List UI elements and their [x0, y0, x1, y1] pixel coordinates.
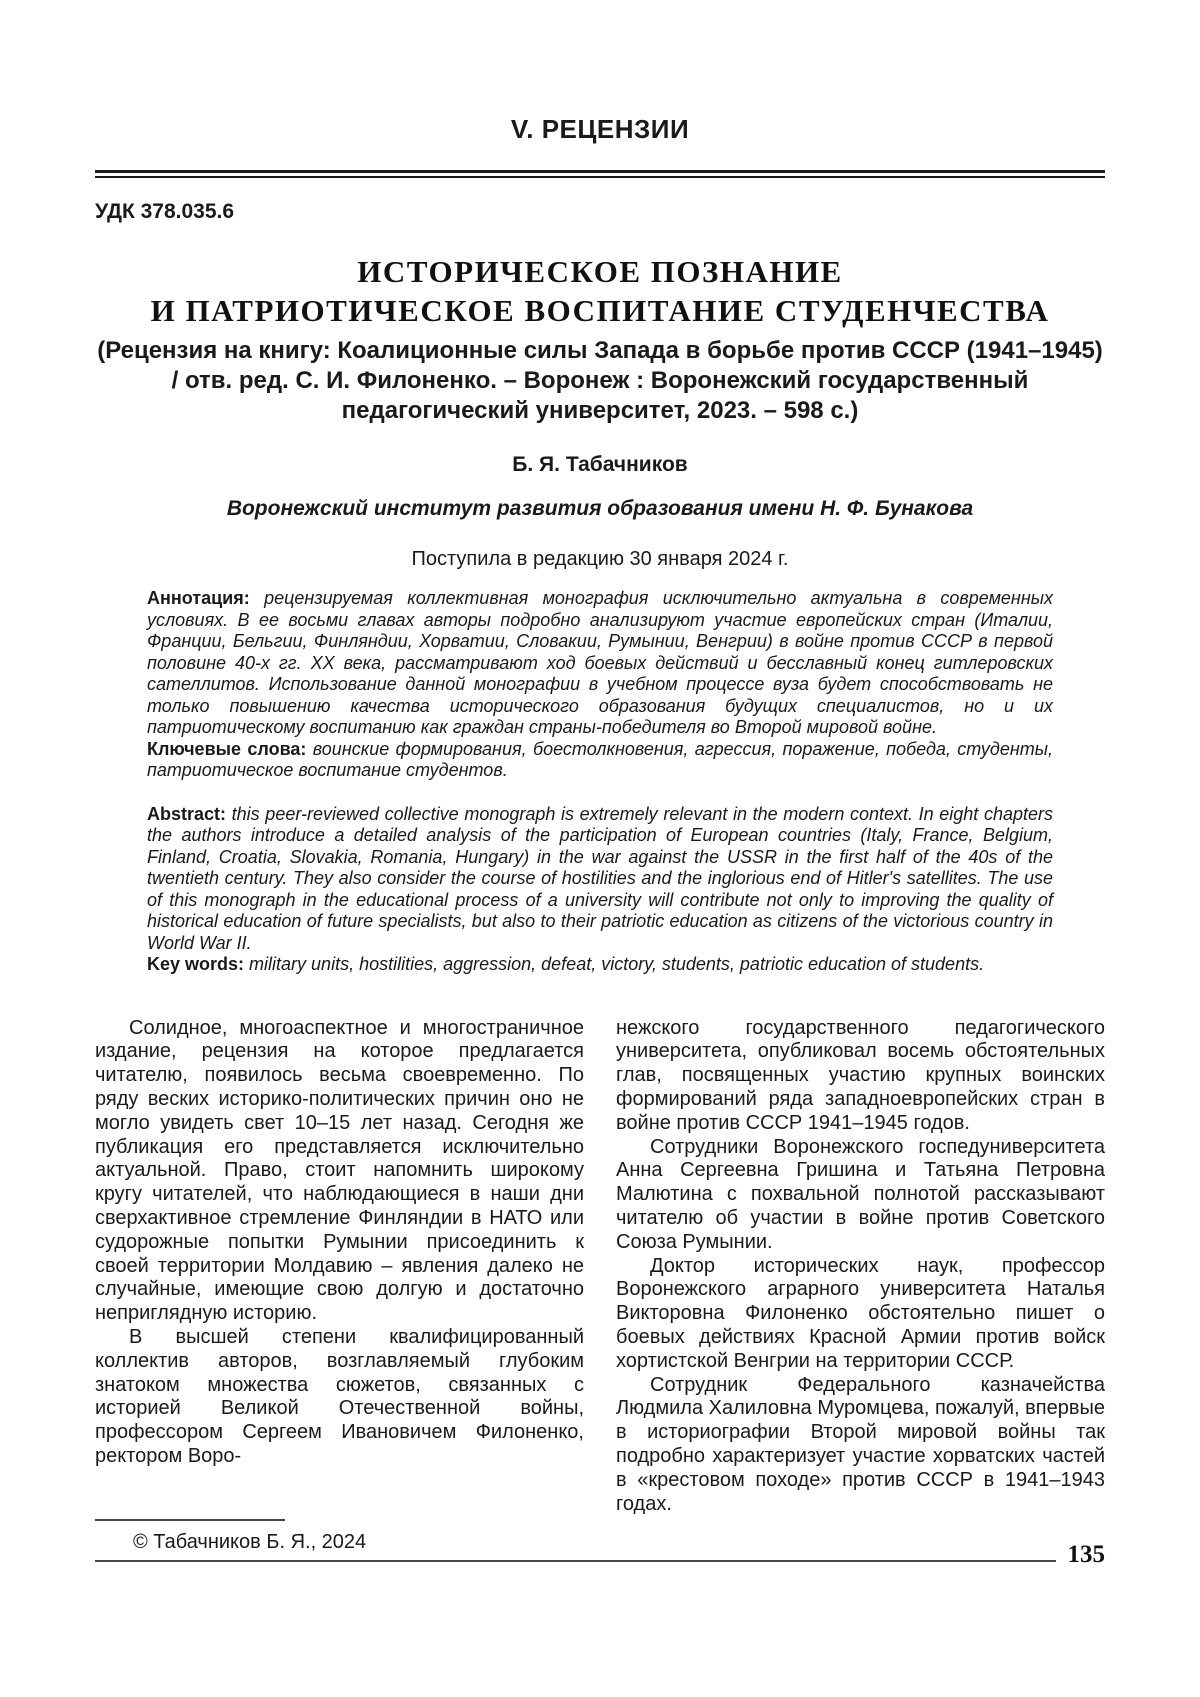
abstract-block — [95, 804, 1105, 976]
article-title-line2: И ПАТРИОТИЧЕСКОЕ ВОСПИТАНИЕ СТУДЕНЧЕСТВА — [150, 293, 1050, 329]
keywords-en-text: military units, hostilities, aggression, defeat, victory, students, patriotic education of students. — [249, 954, 985, 975]
paragraph: нежского государственного педагогического университета, опубликовал восемь обстоятельных глав, посвященных участию крупных воинских формирований ряда западноевропейских стран в войне против СССР 1941–1945 годов. — [616, 1016, 1105, 1134]
author-name: Б. Я. Табачников — [512, 453, 688, 477]
author-affiliation: Воронежский институт развития образования имени Н. Ф. Бунакова — [226, 497, 974, 521]
article-subtitle: (Рецензия на книгу: Коалиционные силы Запада в борьбе против СССР (1941–1945) / отв. ред. С. И. Филоненко. – Воронеж : Воронежский государственный педагогический университет, 2023. – 598 с.) — [97, 337, 1103, 425]
keywords-paragraph — [147, 739, 1053, 782]
abstract-text: this peer-reviewed collective monograph is extremely relevant in the modern context. In eight chapters the authors introduce a detailed analysis of the participation of European countries (Italy, France, Belgium, Finland, Croatia, Slovakia, Romania, Hungary) in the war against the USSR in the first half of the 40s of the twentieth century. They also consider the course of hostilities and the inglorious end of Hitler's satellites. The use of this monograph in the educational process of a university will contribute not only to improving the quality of historical education of future specialists, but also to their patriotic education as citizens of the victorious country in World War II. — [147, 803, 1053, 953]
paragraph: Доктор исторических наук, профессор Воронежского аграрного университета Наталья Викторовна Филоненко обстоятельно пишет о боевых действиях Красной Армии против войск хортистской Венгрии на территории СССР. — [616, 1254, 1105, 1372]
article-title-line1: ИСТОРИЧЕСКОЕ ПОЗНАНИЕ — [357, 254, 843, 290]
keywords-en-paragraph — [147, 954, 1053, 976]
paragraph: Сотрудник Федерального казначейства Людмила Халиловна Муромцева, пожалуй, впервые в историографии Второй мировой войны так подробно характеризует участие хорватских частей в «крестовом походе» против СССР в 1941–1943 годах. — [616, 1373, 1105, 1515]
footer-rule — [95, 1560, 1056, 1562]
header-rule — [95, 170, 1105, 178]
page-number: 135 — [1067, 1541, 1105, 1568]
abstract-paragraph — [147, 804, 1053, 955]
received-date: Поступила в редакцию 30 января 2024 г. — [411, 548, 789, 571]
article-title — [95, 252, 1105, 330]
paragraph: Сотрудники Воронежского госпедуниверситета Анна Сергеевна Гришина и Татьяна Петровна Малютина с похвальной полнотой рассказывают читателю об участии в войне против Советского Союза Румынии. — [616, 1135, 1105, 1253]
annotation-paragraph — [147, 588, 1053, 739]
section-title: V. РЕЦЕНЗИИ — [510, 114, 690, 144]
left-column — [95, 1017, 584, 1555]
annotation-block — [95, 588, 1105, 782]
keywords-text: воинские формирования, боестолкновения, агрессия, поражение, победа, студенты, патриотическое воспитание студентов. — [147, 738, 1053, 781]
paragraph: В высшей степени квалифицированный коллектив авторов, возглавляемый глубоким знатоком множества сюжетов, связанных с историей Великой Отечественной войны, профессором Сергеем Ивановичем Филоненко, ректором Воро- — [95, 1326, 584, 1468]
body-columns — [95, 1017, 1105, 1555]
udc-code: УДК 378.035.6 — [95, 200, 235, 224]
abstract-label: Abstract: — [147, 803, 227, 824]
page-footer — [95, 1542, 1105, 1567]
right-column — [616, 1017, 1105, 1555]
annotation-text: рецензируемая коллективная монография исключительно актуальна в современных условиях. В ее восьми главах авторы подробно анализируют участие европейских стран (Италии, Франции, Бельгии, Финляндии, Хорватии, Словакии, Румынии, Венгрии) в войне против СССР в первой половине 40-х гг. XX века, рассматривают ход боевых действий и бесславный конец гитлеровских сателлитов. Использование данной монографии в учебном процессе вуза будет способствовать не только повышению качества исторического образования будущих специалистов, но и их патриотическому воспитанию как граждан страны-победителя во Второй мировой войне. — [147, 588, 1053, 738]
annotation-label: Аннотация: — [147, 588, 250, 609]
footnote-text: © Табачников Б. Я., 2024 — [133, 1530, 367, 1553]
footnote-rule — [95, 1519, 285, 1521]
keywords-label: Ключевые слова: — [147, 738, 307, 759]
paragraph: Солидное, многоаспектное и многостраничное издание, рецензия на которое предлагается читателю, появилось весьма своевременно. По ряду веских историко-политических причин оно не могло увидеть свет 10–15 лет назад. Сегодня же публикация его представляется исключительно актуальной. Право, стоит напомнить широкому кругу читателей, что наблюдающиеся в наши дни сверхактивное стремление Финляндии в НАТО или судорожные попытки Румынии присоединить к своей территории Молдавию – явления далеко не случайные, имеющие свою долгую и достаточно неприглядную историю. — [95, 1016, 584, 1325]
keywords-en-label: Key words: — [147, 954, 245, 975]
